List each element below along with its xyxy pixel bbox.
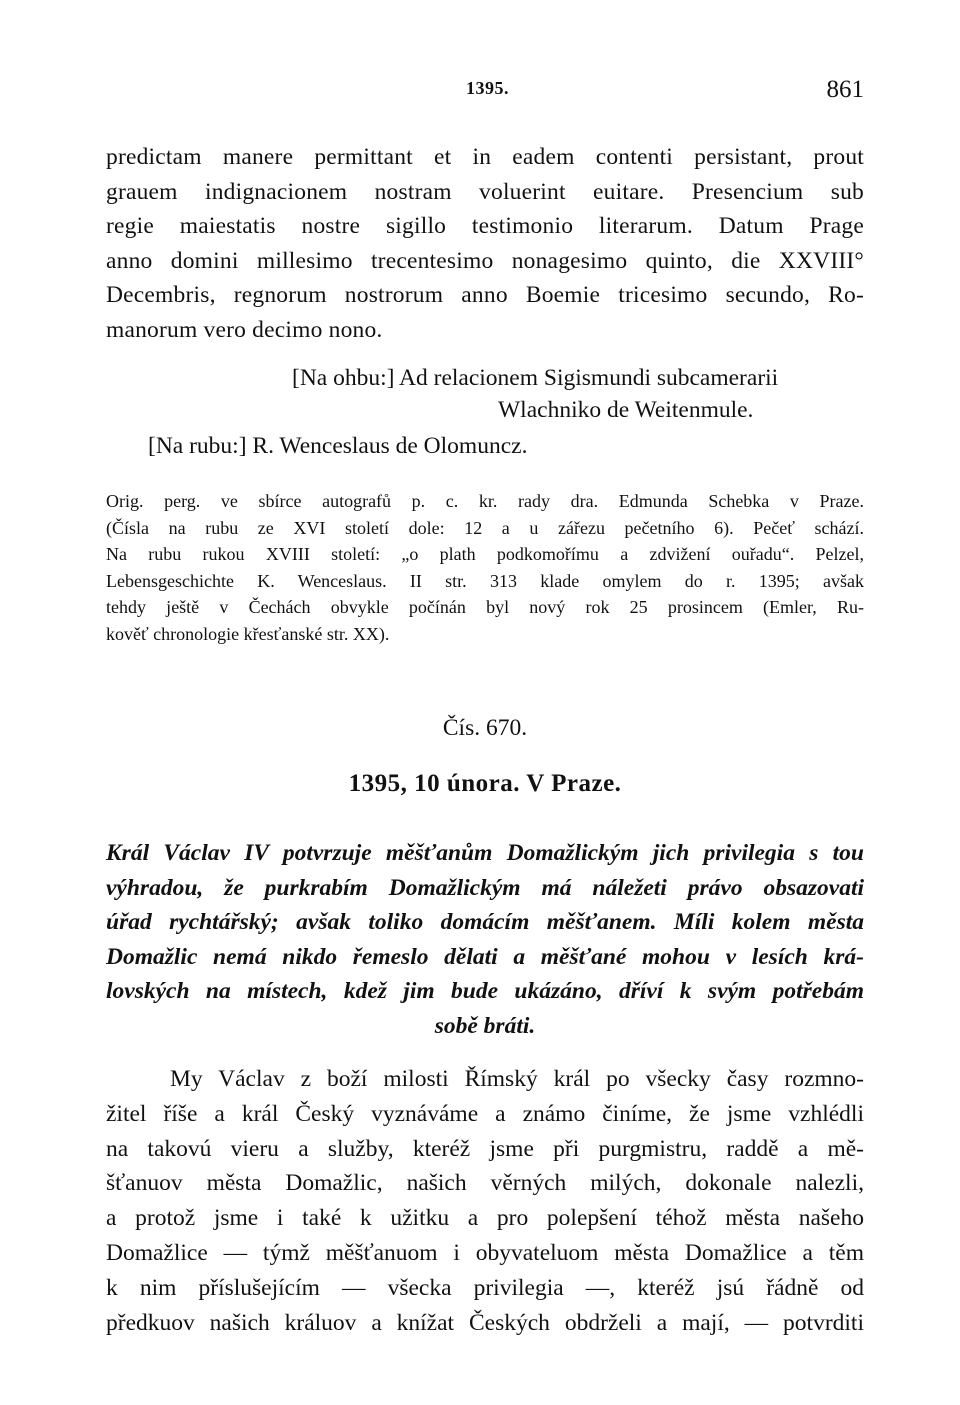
charter-text [106, 1062, 864, 1340]
regest-line: výhradou, že purkrabím Domažlickým má náležeti právo obsazovati [106, 874, 864, 901]
source-note-line: tehdy ještě v Čechách obvykle počínán byl nový rok 25 prosincem (Emler, Ru- [106, 597, 864, 618]
text-line: anno domini millesimo trecentesimo nonagesimo quinto, die XXVIII° [106, 247, 864, 274]
fold-note-continuation: Wlachniko de Weitenmule. [498, 397, 754, 423]
source-note-line: (Čísla na rubu ze XVI století dole: 12 a u zářezu pečetního 6). Pečeť schází. [106, 517, 864, 538]
text-line: k nim příslušejícím — všecka privilegia —, kteréž jsú řádně od [106, 1274, 864, 1301]
source-note [106, 488, 864, 648]
regest-line: úřad rychtářský; avšak toliko domácím měšťanem. Míli kolem města [106, 909, 864, 936]
page-number: 861 [826, 76, 864, 103]
source-note-line: Lebensgeschichte K. Wenceslaus. II str. 313 klade omylem do r. 1395; avšak [106, 570, 864, 591]
document-number: Čís. 670. [442, 715, 528, 741]
dateline: 1395, 10 února. V Praze. [348, 770, 622, 797]
text-line: regie maiestatis nostre sigillo testimonio literarum. Datum Prage [106, 213, 864, 239]
dorsal-note: [Na rubu:] R. Wenceslaus de Olomuncz. [148, 433, 528, 459]
regest-line: Domažlic nemá nikdo řemeslo dělati a měšťané mohou v lesích krá- [106, 943, 864, 970]
text-line: Domažlice — týmž měšťanuom i obyvateluom města Domažlice a těm [106, 1239, 864, 1266]
text-line: grauem indignacionem nostram voluerint euitare. Presencium sub [106, 178, 864, 205]
continued-charter-text [106, 140, 864, 347]
text-line: My Václav z boží milosti Římský král po všecky časy rozmno- [170, 1066, 864, 1092]
running-header-year: 1395. [466, 78, 509, 98]
regest-line: lovských na místech, kdež jim bude ukázáno, dříví k svým potřebám [106, 978, 864, 1005]
text-line: Decembris, regnorum nostrorum anno Boemie tricesimo secundo, Ro- [106, 282, 864, 308]
regest-line: Král Václav IV potvrzuje měšťanům Domažlickým jich privilegia s tou [106, 840, 864, 866]
text-line: žitel říše a král Český vyznáváme a známo činíme, že jsme vzhlédli [106, 1100, 864, 1127]
text-line: na takovú vieru a služby, kteréž jsme při purgmistru, raddě a mě- [106, 1135, 864, 1162]
regest-line: sobě bráti. [434, 1012, 536, 1039]
regest-summary [106, 836, 864, 1044]
running-header [106, 76, 864, 110]
source-note-line: Orig. perg. ve sbírce autografů p. c. kr. rady dra. Edmunda Schebka v Praze. [106, 491, 864, 511]
text-line: a protož jsme i také k užitku a pro polepšení téhož města našeho [106, 1205, 864, 1232]
text-line: předkuov našich králuov a knížat Českých obdrželi a mají, — potvrditi [106, 1309, 864, 1336]
source-note-line: kověť chronologie křesťanské str. XX). [106, 623, 390, 644]
fold-note: [Na ohbu:] Ad relacionem Sigismundi subcamerarii [292, 365, 779, 391]
text-line: šťanuov města Domažlic, našich věrných milých, dokonale nalezli, [106, 1170, 864, 1197]
text-line: predictam manere permittant et in eadem contenti persistant, prout [106, 144, 864, 170]
text-line: manorum vero decimo nono. [106, 316, 383, 343]
source-note-line: Na rubu rukou XVIII století: „o plath podkomořímu a zdvižení ouřadu“. Pelzel, [106, 544, 864, 565]
